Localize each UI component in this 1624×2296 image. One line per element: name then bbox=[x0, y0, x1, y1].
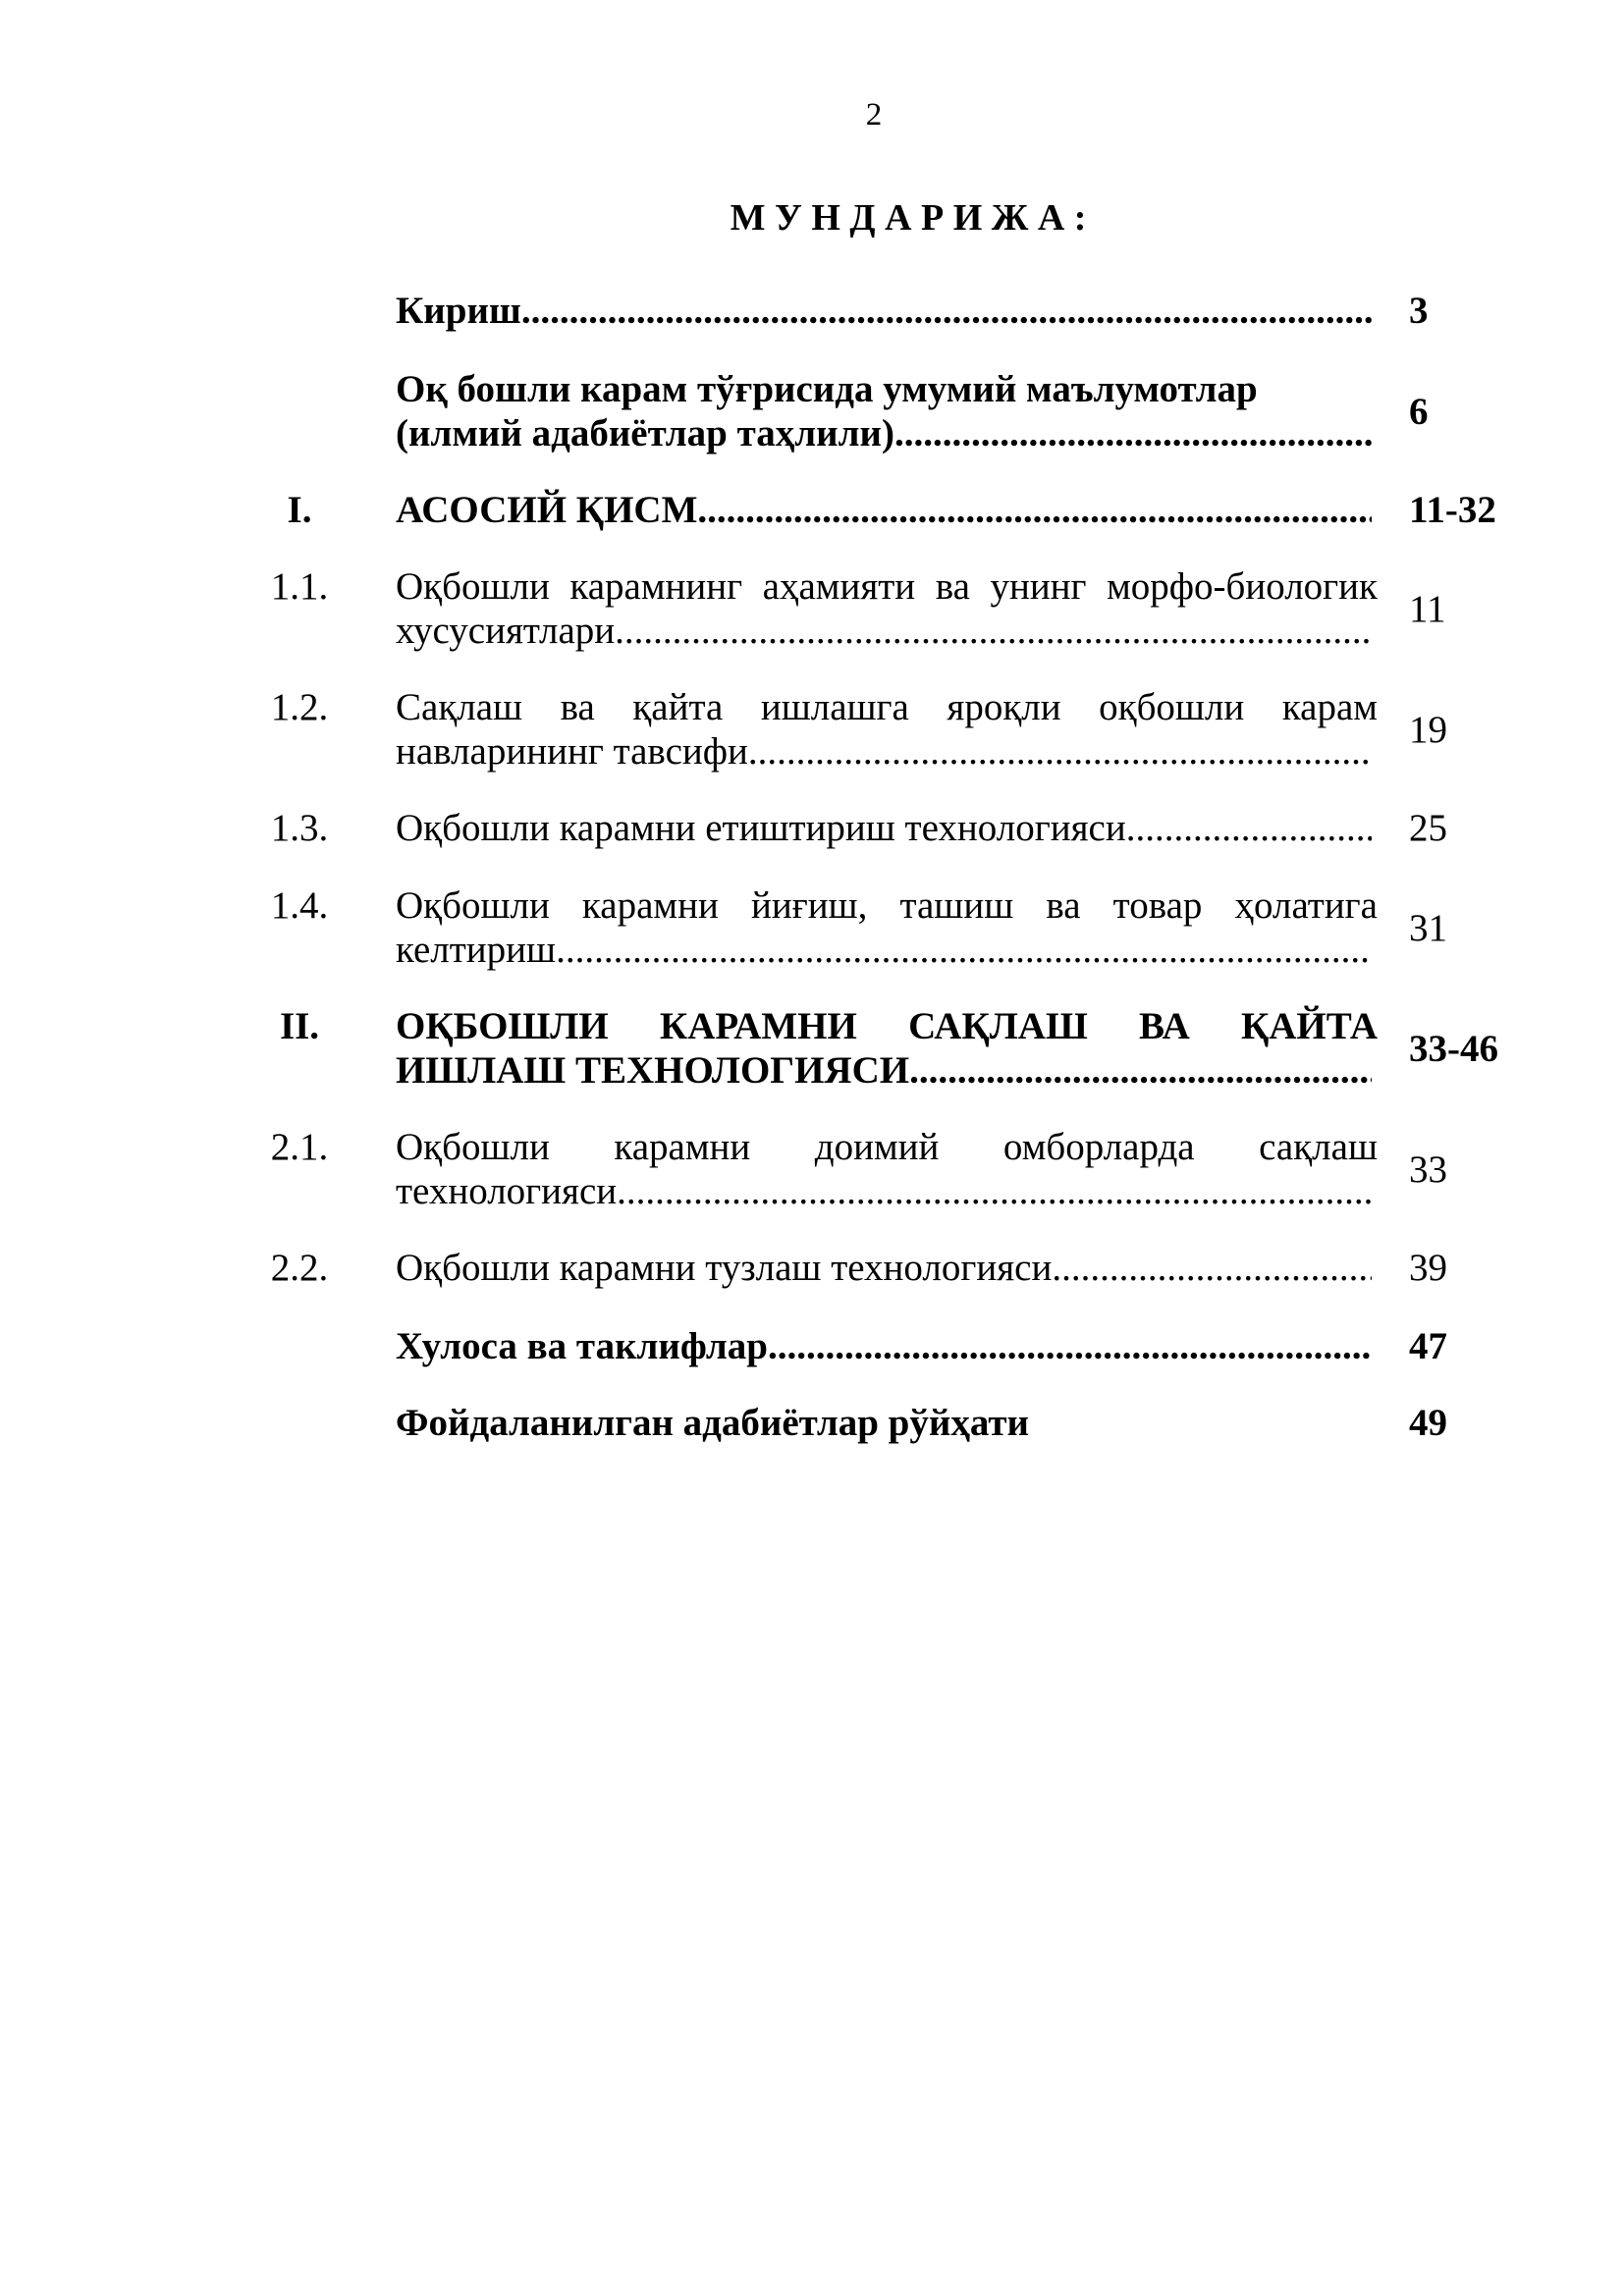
toc-entry bbox=[242, 883, 1447, 972]
entry-page: 39 bbox=[1409, 1247, 1447, 1289]
entry-line: навларининг тавсифи bbox=[396, 730, 748, 773]
entry-number: 1.4. bbox=[270, 884, 329, 927]
entry-line: Фойдаланилган адабиётлар рўйҳати bbox=[396, 1402, 1029, 1444]
dot-leader bbox=[1126, 806, 1372, 850]
toc-entry bbox=[242, 289, 1429, 333]
dot-leader bbox=[894, 411, 1372, 455]
dot-leader bbox=[556, 928, 1372, 972]
entry-page: 33-46 bbox=[1409, 1027, 1498, 1070]
entry-line: АСОСИЙ ҚИСМ bbox=[396, 489, 698, 531]
entry-line: хусусиятлари bbox=[396, 610, 616, 652]
entry-line: Оқбошли карамни тузлаш технологияси bbox=[396, 1247, 1053, 1289]
entry-line: Кириш bbox=[396, 290, 521, 332]
entry-line: Оқбошли карамни йиғиш, ташиш ва товар ҳолатига bbox=[396, 884, 1378, 927]
entry-number: 1.1. bbox=[270, 565, 329, 608]
toc-entry bbox=[242, 806, 1447, 850]
toc-entry bbox=[242, 1324, 1447, 1368]
page-number: 2 bbox=[865, 97, 883, 133]
entry-line: Хулоса ва таклифлар bbox=[396, 1325, 768, 1367]
entry-line: Сақлаш ва қайта ишлашга яроқли оқбошли карам bbox=[396, 686, 1378, 728]
entry-line: (илмий адабиётлар таҳлили) bbox=[396, 412, 894, 454]
entry-number: 2.2. bbox=[270, 1247, 329, 1289]
toc-entry bbox=[242, 488, 1496, 532]
entry-line: Оқбошли карамни доимий омборларда сақлаш bbox=[396, 1126, 1378, 1168]
entry-text bbox=[396, 488, 1378, 532]
dot-leader bbox=[768, 1324, 1372, 1368]
entry-text bbox=[396, 564, 1378, 653]
entry-number: 1.2. bbox=[270, 686, 329, 728]
dot-leader bbox=[615, 609, 1372, 653]
entry-line: Оқбошли карамнинг аҳамияти ва унинг морфо-биологик bbox=[396, 565, 1378, 608]
toc-entry bbox=[242, 564, 1446, 653]
entry-number: II. bbox=[279, 1005, 320, 1047]
entry-text bbox=[396, 1246, 1378, 1290]
dot-leader bbox=[617, 1169, 1372, 1213]
dot-leader bbox=[909, 1048, 1372, 1093]
entry-line: ИШЛАШ ТЕХНОЛОГИЯСИ bbox=[396, 1049, 910, 1092]
entry-page: 33 bbox=[1409, 1148, 1447, 1191]
entry-text bbox=[396, 367, 1378, 455]
entry-text bbox=[396, 1004, 1378, 1093]
toc-entry bbox=[242, 367, 1429, 455]
dot-leader bbox=[521, 289, 1372, 333]
entry-number: 2.1. bbox=[270, 1126, 329, 1168]
toc-entry bbox=[242, 685, 1447, 774]
entry-text bbox=[396, 1324, 1378, 1368]
entry-page: 31 bbox=[1409, 906, 1447, 949]
dot-leader bbox=[697, 488, 1372, 532]
entry-number: 1.3. bbox=[270, 807, 329, 849]
entry-line: Оқ бошли карам тўғрисида умумий маълумотлар bbox=[396, 368, 1258, 410]
entry-line: технологияси bbox=[396, 1170, 618, 1212]
entry-line: ОҚБОШЛИ КАРАМНИ САҚЛАШ ВА ҚАЙТА bbox=[396, 1005, 1378, 1047]
entry-page: 3 bbox=[1409, 290, 1429, 332]
toc-entry bbox=[242, 1246, 1447, 1290]
entry-page: 11 bbox=[1409, 587, 1446, 630]
entry-page: 47 bbox=[1409, 1325, 1447, 1367]
entry-text bbox=[396, 289, 1378, 333]
entry-page: 25 bbox=[1409, 807, 1447, 849]
toc-entry bbox=[242, 1004, 1498, 1093]
toc-entry bbox=[242, 1125, 1447, 1213]
entry-text bbox=[396, 685, 1378, 774]
dot-leader bbox=[1052, 1246, 1372, 1290]
entry-line: Оқбошли карамни етиштириш технологияси bbox=[396, 807, 1126, 849]
entry-number: I. bbox=[287, 489, 312, 531]
entry-text bbox=[396, 883, 1378, 972]
entry-line: келтириш bbox=[396, 929, 557, 971]
entry-page: 49 bbox=[1409, 1402, 1447, 1444]
toc-entry bbox=[242, 1401, 1447, 1445]
entry-text bbox=[396, 806, 1378, 850]
entry-text bbox=[396, 1401, 1378, 1445]
toc-title: М У Н Д А Р И Ж А : bbox=[730, 197, 1087, 239]
dot-leader bbox=[748, 729, 1372, 774]
entry-page: 11-32 bbox=[1409, 489, 1496, 531]
entry-text bbox=[396, 1125, 1378, 1213]
entry-page: 6 bbox=[1409, 390, 1429, 433]
entry-page: 19 bbox=[1409, 708, 1447, 751]
